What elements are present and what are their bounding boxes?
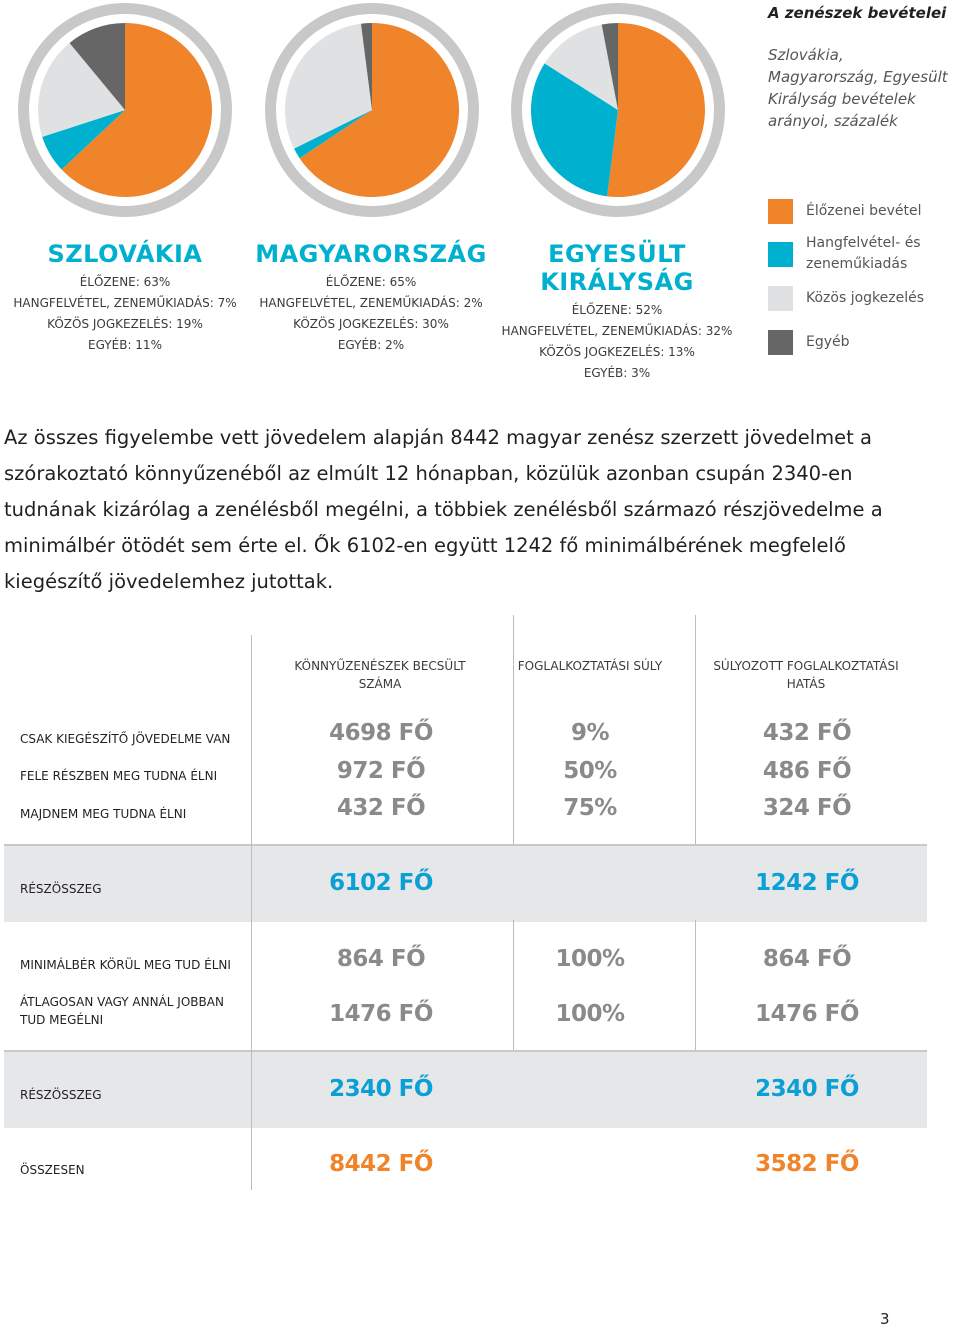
caption-line: KÖZÖS JOGKEZELÉS: 30% — [293, 317, 449, 331]
column-divider — [513, 920, 514, 1050]
subtotal-value: 2340 FŐ — [329, 1076, 433, 1102]
subtotal-value: 1242 FŐ — [755, 870, 859, 896]
legend-item-live — [768, 199, 958, 225]
legend-swatch — [768, 242, 793, 267]
legend-title: A zenészek bevételei — [768, 4, 947, 22]
legend-label: Hangfelvétel- és zeneműkiadás — [806, 235, 921, 272]
row-label: RÉSZÖSSZEG — [20, 882, 102, 896]
legend-item-collective — [768, 286, 958, 312]
row-label: FELE RÉSZBEN MEG TUDNA ÉLNI — [20, 769, 218, 783]
value-cell: 486 FŐ — [762, 758, 852, 784]
pie-chart-uk — [508, 0, 728, 220]
caption-line: KÖZÖS JOGKEZELÉS: 19% — [47, 317, 203, 331]
row-label: MINIMÁLBÉR KÖRÜL MEG TUD ÉLNI — [20, 958, 231, 972]
column-divider — [251, 635, 252, 1190]
page-number: 3 — [880, 1310, 890, 1328]
subtotal-value: 2340 FŐ — [755, 1076, 859, 1102]
value-cell: 432 FŐ — [336, 795, 426, 821]
total-value: 3582 FŐ — [755, 1151, 859, 1177]
caption-line: ÉLŐZENE: 63% — [79, 275, 171, 289]
pie-chart-hungary — [262, 0, 482, 220]
body-paragraph: Az összes figyelembe vett jövedelem alapján 8442 magyar zenész szerzett jövedelmet a szórakoztató könnyűzenéből az elmúlt 12 hónapban, közülük azonban csupán 2340-en tudnának kizárólag a zenélésből megélni, a többiek zenélésből származó részjövedelme a minimálbér ötödét sem érte el. Ők 6102-en együtt 1242 fő minimálbérének megfelelő kiegészítő jövedelemhez jutottak. — [4, 426, 883, 593]
value-cell: 324 FŐ — [762, 795, 852, 821]
value-cell: 1476 FŐ — [329, 1001, 433, 1027]
legend-swatch — [768, 199, 793, 224]
row-label: ÁTLAGOSAN VAGY ANNÁL JOBBAN TUD MEGÉLNI — [20, 995, 224, 1027]
value-cell: 432 FŐ — [762, 720, 852, 746]
pie-slovakia — [15, 0, 235, 220]
caption-line: ÉLŐZENE: 65% — [325, 275, 417, 289]
value-cell: 864 FŐ — [762, 946, 852, 972]
caption-line: HANGFELVÉTEL, ZENEMŰKIADÁS: 32% — [501, 324, 733, 338]
row-label: CSAK KIEGÉSZÍTŐ JÖVEDELME VAN — [20, 732, 231, 746]
row-label: ÖSSZESEN — [20, 1163, 85, 1177]
legend-label: Élőzenei bevétel — [806, 203, 922, 219]
row-label: MAJDNEM MEG TUDNA ÉLNI — [20, 807, 187, 821]
country-name: MAGYARORSZÁG — [255, 240, 487, 268]
caption-line: EGYÉB: 2% — [337, 338, 405, 352]
caption-uk — [492, 240, 742, 384]
value-cell: 100% — [555, 946, 625, 972]
pie-hungary — [262, 0, 482, 220]
pie-chart-slovakia — [15, 0, 235, 220]
caption-line: EGYÉB: 11% — [88, 338, 162, 352]
caption-hungary — [246, 240, 496, 356]
total-value: 8442 FŐ — [329, 1151, 433, 1177]
pie-uk — [508, 0, 728, 220]
legend-label: Közös jogkezelés — [806, 290, 925, 306]
subtotal-value: 6102 FŐ — [329, 870, 433, 896]
caption-line: HANGFELVÉTEL, ZENEMŰKIADÁS: 7% — [13, 296, 237, 310]
column-header: FOGLALKOZTATÁSI SÚLY — [517, 659, 663, 673]
row-label: RÉSZÖSSZEG — [20, 1088, 102, 1102]
caption-line: KÖZÖS JOGKEZELÉS: 13% — [539, 345, 695, 359]
value-cell: 9% — [570, 720, 610, 746]
legend-subtitle: Szlovákia, Magyarország, Egyesült Királyság bevételek arányoi, százalék — [768, 46, 948, 130]
legend-swatch — [768, 330, 793, 355]
column-header: KÖNNYŰZENÉSZEK BECSÜLT SZÁMA — [294, 659, 466, 691]
value-cell: 864 FŐ — [336, 946, 426, 972]
legend-label: Egyéb — [806, 334, 850, 350]
country-name: SZLOVÁKIA — [47, 240, 203, 268]
legend-swatch — [768, 286, 793, 311]
caption-slovakia — [0, 240, 250, 356]
column-divider — [695, 920, 696, 1050]
country-name: EGYESÜLT KIRÁLYSÁG — [540, 240, 694, 296]
caption-line: EGYÉB: 3% — [583, 366, 651, 380]
caption-line: ÉLŐZENE: 52% — [571, 303, 663, 317]
value-cell: 1476 FŐ — [755, 1001, 859, 1027]
value-cell: 50% — [563, 758, 617, 784]
caption-line: HANGFELVÉTEL, ZENEMŰKIADÁS: 2% — [259, 296, 483, 310]
column-header: SÚLYOZOTT FOGLALKOZTATÁSI HATÁS — [713, 659, 899, 691]
legend-item-recording — [768, 235, 958, 286]
value-cell: 75% — [563, 795, 617, 821]
value-cell: 4698 FŐ — [329, 720, 433, 746]
legend-item-other — [768, 330, 958, 356]
value-cell: 972 FŐ — [336, 758, 426, 784]
value-cell: 100% — [555, 1001, 625, 1027]
